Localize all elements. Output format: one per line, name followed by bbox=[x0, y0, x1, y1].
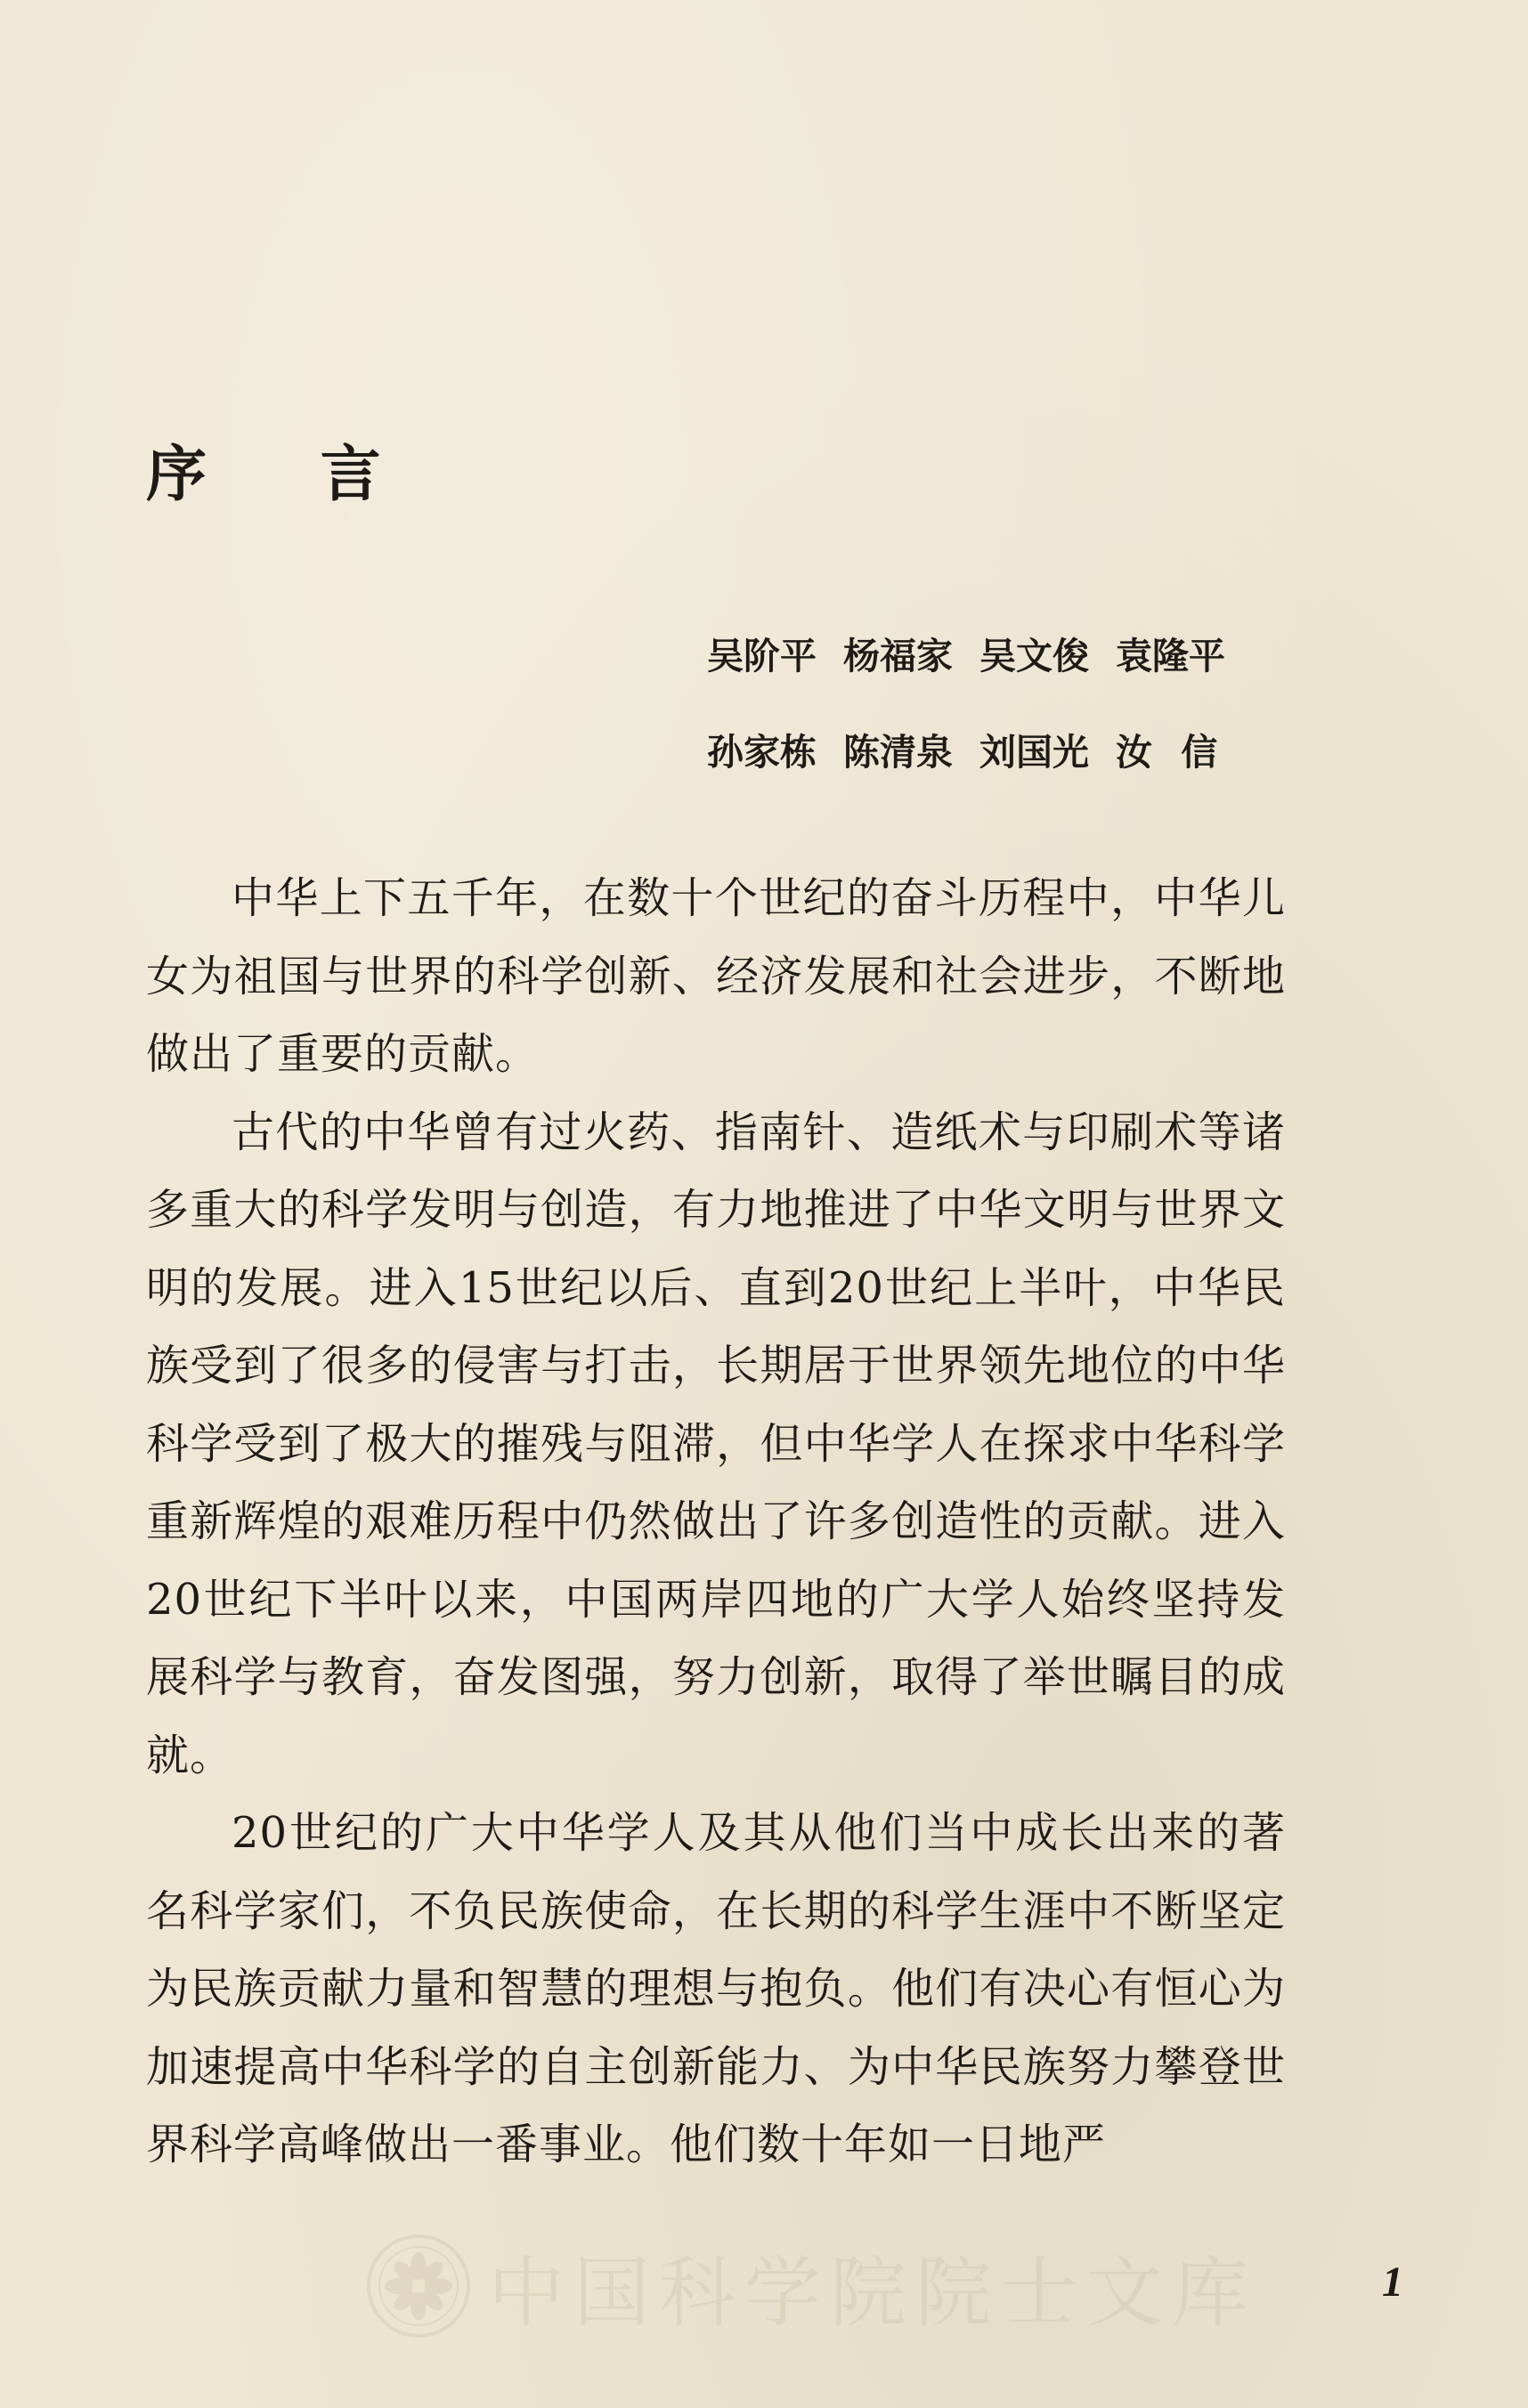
page-number: 1 bbox=[1382, 2258, 1403, 2306]
author-name: 吴文俊 bbox=[979, 635, 1089, 677]
author-name: 孙家栋 bbox=[707, 731, 817, 774]
author-name: 刘国光 bbox=[979, 731, 1089, 774]
paragraph: 中华上下五千年，在数十个世纪的奋斗历程中，中华儿女为祖国与世界的科学创新、经济发展和社会进步，不断地做出了重要的贡献。 bbox=[146, 873, 1286, 1079]
paragraph: 古代的中华曾有过火药、指南针、造纸术与印刷术等诸多重大的科学发明与创造，有力地推进了中华文明与世界文明的发展。进入15世纪以后、直到20世纪上半叶，中华民族受到了很多的侵害与打击，长期居于世界领先地位的中华科学受到了极大的摧残与阻滞，但中华学人在探求中华科学重新辉煌的艰难历程中仍然做出了许多创造性的贡献。进入20世纪下半叶以来，中国两岸四地的广大学人始终坚持发展科学与教育，奋发图强，努力创新，取得了举世瞩目的成就。 bbox=[146, 1107, 1286, 1780]
watermark bbox=[365, 2231, 1257, 2341]
author-name: 袁隆平 bbox=[1116, 635, 1225, 677]
author-name: 吴阶平 bbox=[707, 635, 817, 677]
author-name: 陈清泉 bbox=[843, 731, 953, 774]
author-row-2 bbox=[707, 730, 1225, 774]
author-name: 杨福家 bbox=[843, 635, 953, 677]
flower-seal-icon bbox=[365, 2233, 472, 2339]
paragraph: 20世纪的广大中华学人及其从他们当中成长出来的著名科学家们，不负民族使命，在长期的科学生涯中不断坚定为民族贡献力量和智慧的理想与抱负。他们有决心有恒心为加速提高中华科学的自主创新能力、为中华民族努力攀登世界科学高峰做出一番事业。他们数十年如一日地严 bbox=[146, 1808, 1286, 2169]
author-name: 汝 信 bbox=[1116, 731, 1218, 774]
watermark-text: 中国科学院院士文库 bbox=[488, 2249, 1257, 2338]
author-list bbox=[707, 634, 1225, 826]
page-title: 序 言 bbox=[146, 439, 427, 510]
body-text bbox=[146, 860, 1286, 2185]
author-row-1 bbox=[707, 634, 1225, 678]
